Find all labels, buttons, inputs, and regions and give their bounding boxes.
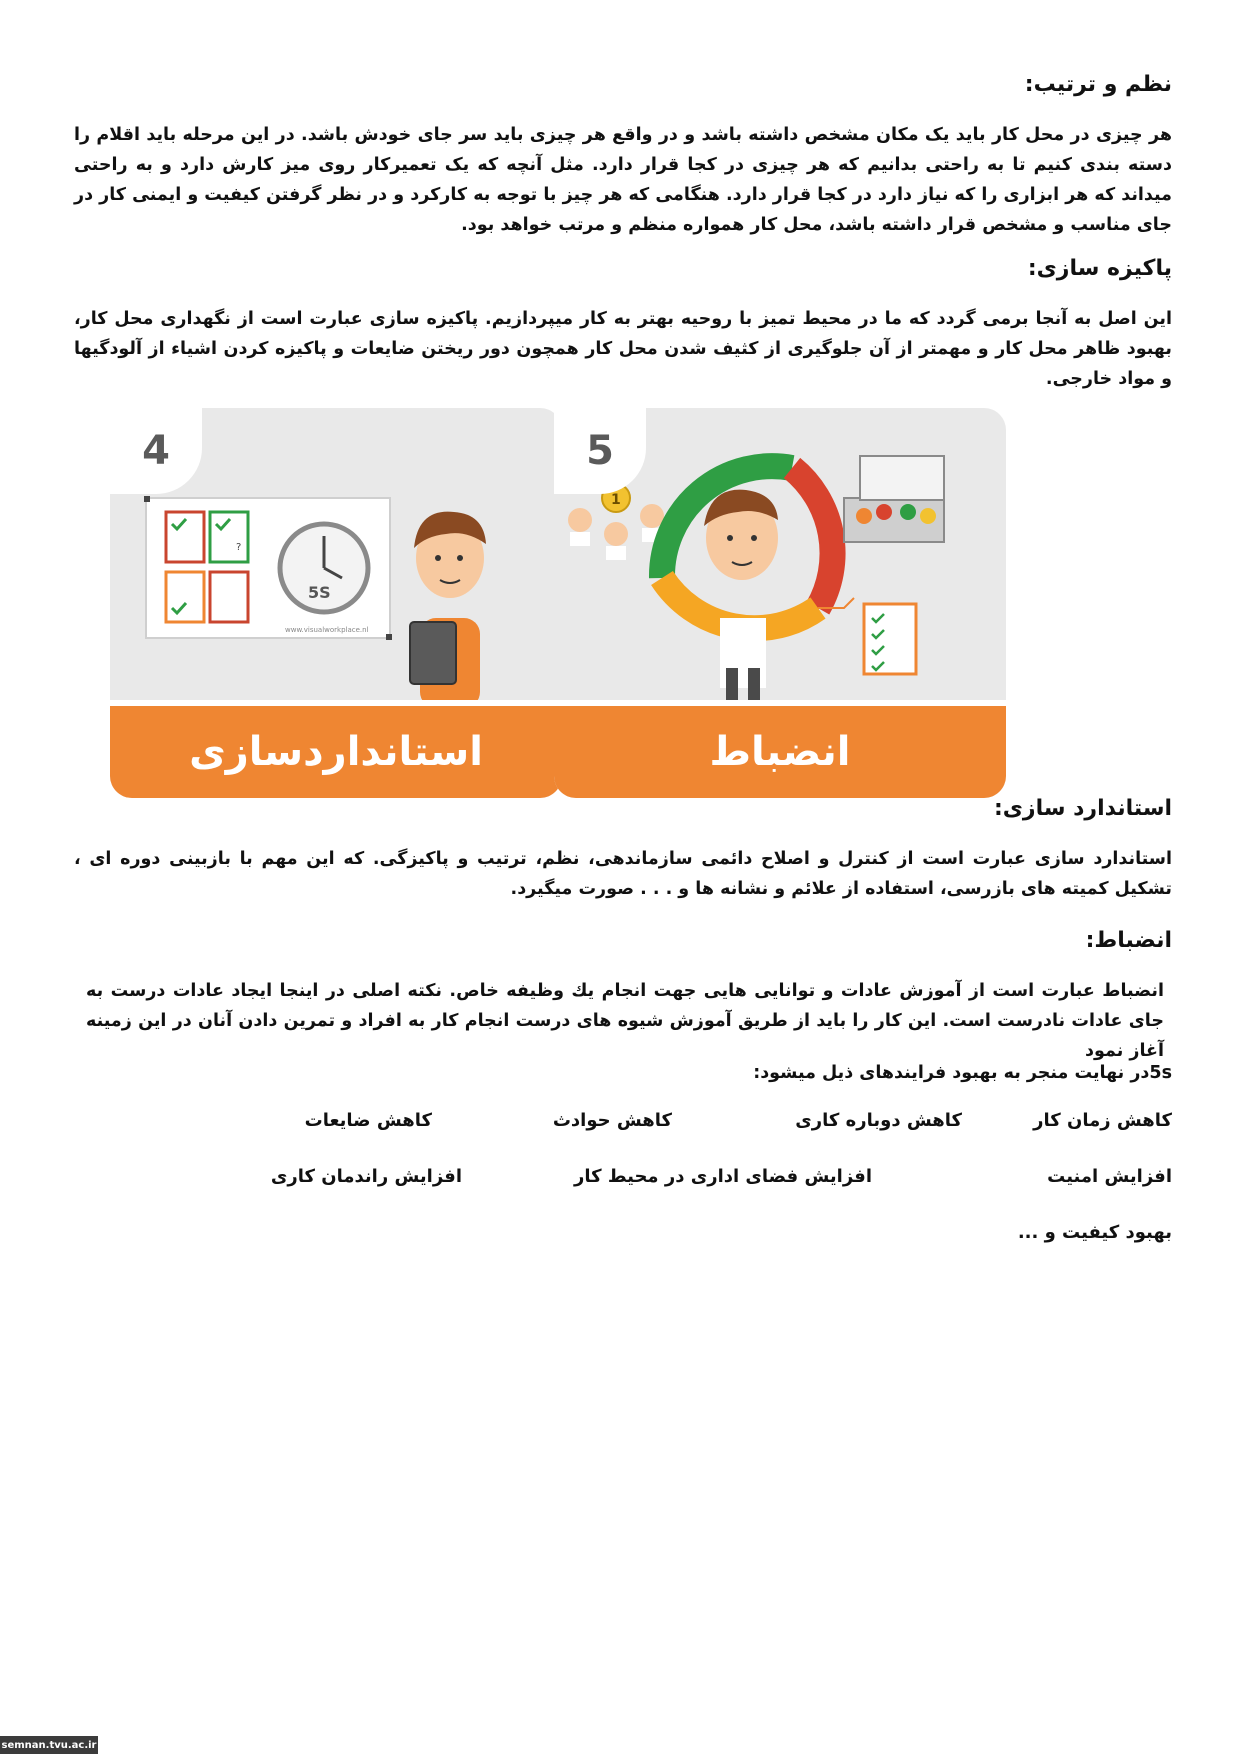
benefit-item: افزایش امنیت <box>1047 1166 1172 1187</box>
paragraph-standardization: استاندارد سازی عبارت است از کنترل و اصلاح دائمی سازماندهی، نظم، ترتیب و پاکیزگی. که این مهم با بازبینی دوره ای ، تشکیل کمیته های بازرسی، استفاده از علائم و نشانه ها و . . . صورت میگیرد. <box>74 849 1172 899</box>
paragraph-order: هر چیزی در محل کار باید یک مکان مشخص داشته باشد و در واقع هر چیزی باید سر جای خودش باشد. در این مرحله باید اقلام را دسته بندی کنیم تا به راحتی بدانیم که هر چیزی در کجا قرار دارد. مثل آنچه که یک تعمیرکار روی میز کارش دارد و به راحتی میداند که هر ابزاری را که نیاز دارد در کجا قرار دارد. هنگامی که هر چیز با توجه به کارکرد و در نظر گرفتن کیفیت و ایمنی کار در جای مناسب و مشخص قرار داشته باشد، محل کار همواره منظم و مرتب خواهد بود. <box>74 125 1172 235</box>
benefit-item: کاهش زمان کار <box>1033 1110 1172 1131</box>
site-logo: semnan.tvu.ac.ir <box>0 1736 98 1754</box>
svg-text:?: ? <box>236 542 242 553</box>
person-tablet <box>410 622 456 684</box>
small-person-3 <box>604 522 628 546</box>
svg-text:1: 1 <box>611 492 621 508</box>
clipboard-red-2 <box>210 572 248 622</box>
card-label: انضباط <box>554 700 1006 798</box>
benefit-item: بهبود کیفیت و ... <box>1017 1222 1172 1243</box>
heading-cleaning: پاکیزه سازی: <box>1027 256 1172 281</box>
card-label: استانداردسازی <box>110 700 562 798</box>
benefit-item: کاهش ضایعات <box>304 1110 432 1131</box>
illustration-card-discipline <box>554 408 1006 798</box>
checklist-icon <box>864 604 916 674</box>
url-text: www.visualworkplace.nl <box>285 626 369 634</box>
benefit-item: افزایش راندمان کاری <box>270 1166 462 1187</box>
heading-order: نظم و ترتیب: <box>1024 72 1172 97</box>
heading-standardization: استاندارد سازی: <box>993 796 1172 821</box>
benefits-list <box>74 1110 1172 1260</box>
illustration-card-standardize <box>110 408 562 798</box>
paragraph-cleaning: این اصل به آنجا برمی گردد که ما در محیط تمیز با روحیه بهتر به کار میپردازیم. پاکیزه سازی عبارت است از نگهداری محل کار، بهبود ظاهر محل کار و مهمتر از آن جلوگیری از کثیف شدن محل کار همچون دور ریختن ضایعات و پاکیزه کردن اشیاء از آلودگیها و مواد خارجی. <box>74 309 1172 389</box>
benefit-item: افزایش فضای اداری در محیط کار <box>573 1166 872 1187</box>
paragraph-discipline: انضباط عبارت است از آموزش عادات و توانایی هایی جهت انجام یك وظیفه خاص. نکته اصلی در اینجا ایجاد عادات درست به جای عادات نادرست است. این کار را باید از طریق آموزش شیوه های درست انجام کار به افراد و تمرین دادن آنان در این زمینه آغاز نمود <box>86 981 1164 1061</box>
clipboard-orange <box>166 572 204 622</box>
small-person-1 <box>568 508 592 532</box>
card-number: 5 <box>554 408 646 494</box>
card-number: 4 <box>110 408 202 494</box>
summary-intro: 5sدر نهایت منجر به بهبود فرایندهای ذیل میشود: <box>753 1063 1172 1083</box>
benefit-item: کاهش دوباره کاری <box>795 1110 962 1131</box>
small-person-2 <box>640 504 664 528</box>
ring-red <box>792 468 833 608</box>
heading-discipline: انضباط: <box>1085 928 1172 953</box>
benefit-item: کاهش حوادث <box>552 1110 672 1131</box>
clock-text: 5S <box>308 583 331 602</box>
